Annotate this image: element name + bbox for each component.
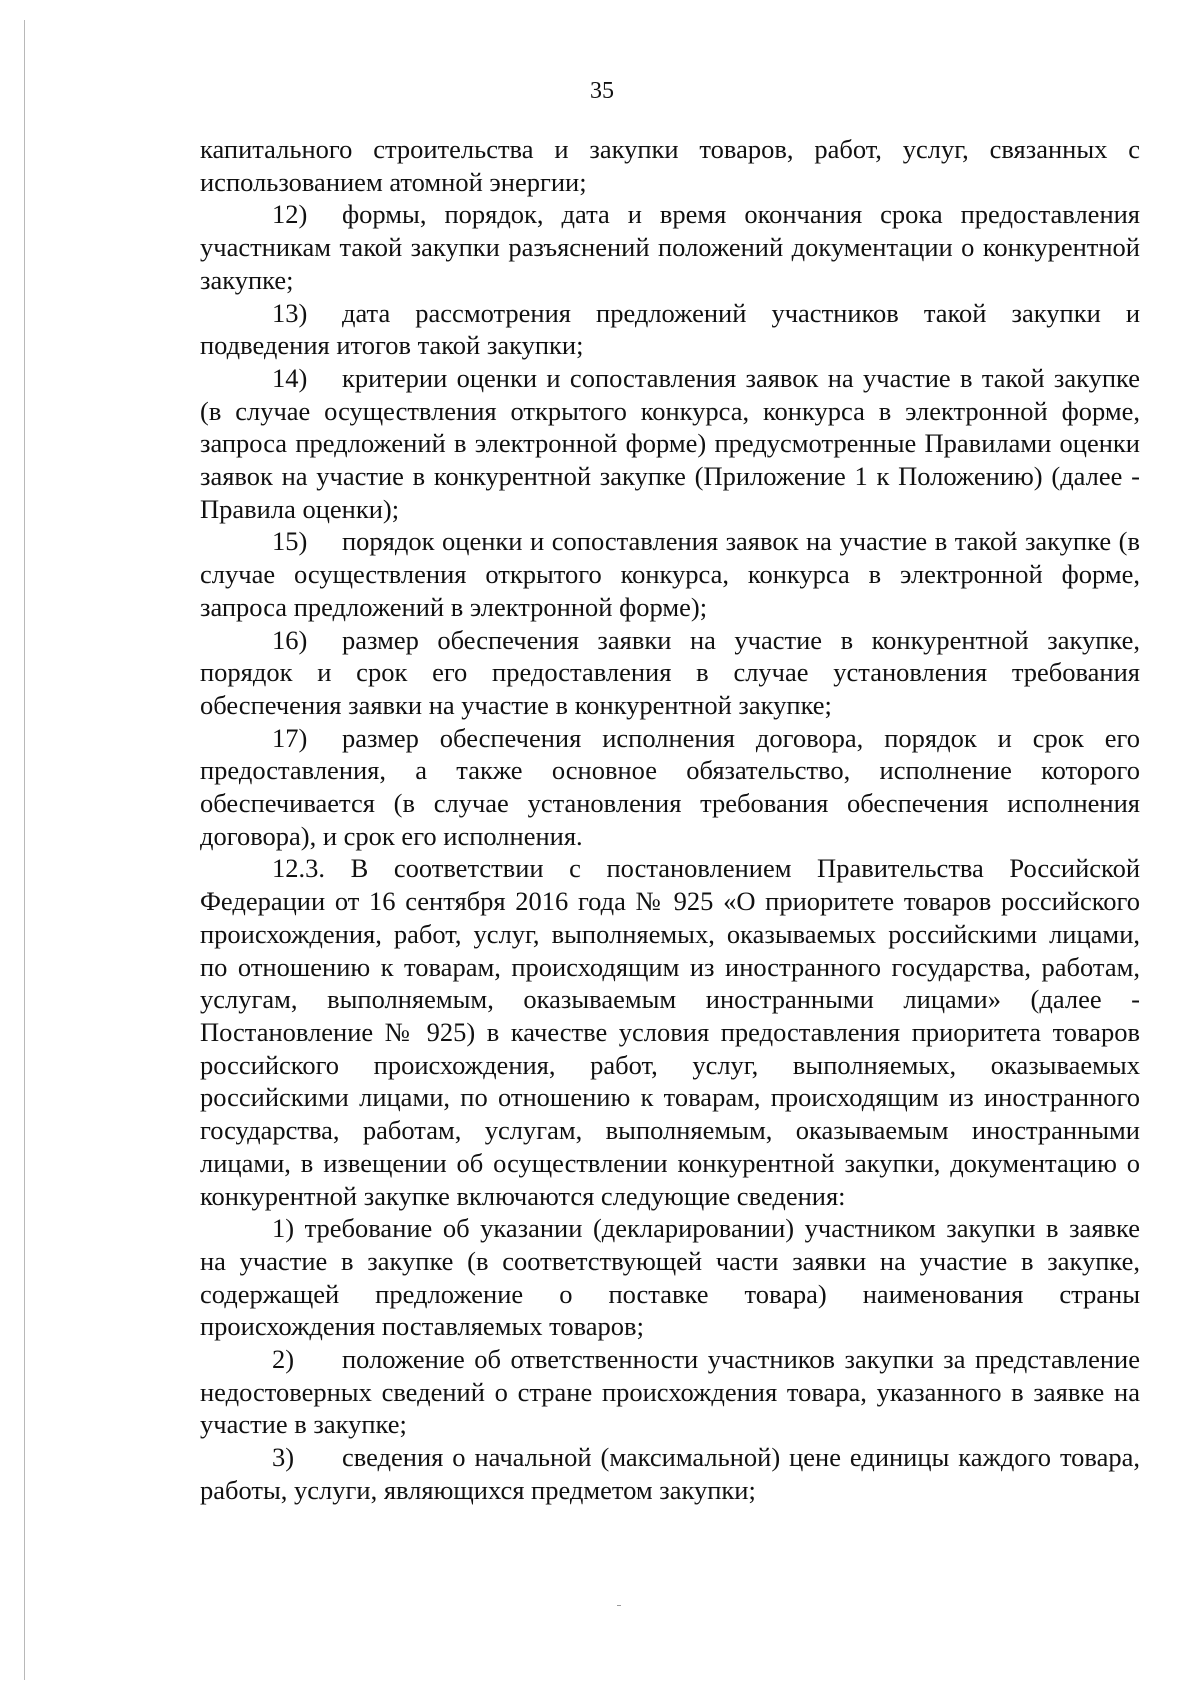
- paragraph-text: капитального строительства и закупки товаров, работ, услуг, связанных с использованием атомной энергии;: [200, 134, 1140, 197]
- list-item-number: 15): [272, 526, 308, 557]
- sublist-item-3: [200, 1441, 1140, 1506]
- paragraph-text: 1) требование об указании (декларировании) участником закупки в заявке на участие в закупке (в соответствующей части заявки на участие в закупке, содержащей предложение о поставке товара) наименования страны происхождения поставляемых товаров;: [200, 1213, 1140, 1342]
- list-item-number: 2): [272, 1344, 295, 1375]
- list-item-number: 3): [272, 1442, 295, 1473]
- scan-artifact-dot: [617, 1605, 621, 1606]
- paragraph-text: размер обеспечения заявки на участие в конкурентной закупке, порядок и срок его предоставления в случае установления требования обеспечения заявки на участие в конкурентной закупке;: [200, 624, 1140, 720]
- list-item-15: [200, 525, 1140, 623]
- list-item-number: 12): [272, 199, 308, 230]
- list-item-12: [200, 198, 1140, 296]
- paragraph-text: 12.3. В соответствии с постановлением Правительства Российской Федерации от 16 сентября 2016 года № 925 «О приоритете товаров российского происхождения, работ, услуг, выполняемых, оказываемых российскими лицами, по отношению к товарам, происходящим из иностранного государства, работам, услугам, выполняемым, оказываемым иностранными лицами» (далее - Постановление № 925) в качестве условия предоставления приоритета товаров российского происхождения, работ, услуг, выполняемых, оказываемых российскими лицами, по отношению к товарам, происходящим из иностранного государства, работам, услугам, выполняемым, оказываемым иностранными лицами, в извещении об осуществлении конкурентной закупки, документацию о конкурентной закупке включаются следующие сведения:: [200, 853, 1140, 1211]
- paragraph-text: критерии оценки и сопоставления заявок на участие в такой закупке (в случае осуществления открытого конкурса, конкурса в электронной форме, запроса предложений в электронной форме) предусмотренные Правилами оценки заявок на участие в конкурентной закупке (Приложение 1 к Положению) (далее - Правила оценки);: [200, 362, 1140, 524]
- sublist-item-1: [200, 1212, 1140, 1343]
- list-item-number: 13): [272, 297, 308, 328]
- scan-edge-line: [24, 20, 25, 1680]
- sublist-item-2: [200, 1343, 1140, 1441]
- list-item-17: [200, 722, 1140, 853]
- paragraph-text: положение об ответственности участников закупки за представление недостоверных сведений о стране происхождения товара, указанного в заявке на участие в закупке;: [200, 1344, 1140, 1440]
- paragraph-continuation: [200, 133, 1140, 198]
- paragraph-text: сведения о начальной (максимальной) цене единицы каждого товара, работы, услуги, являющихся предметом закупки;: [200, 1442, 1140, 1505]
- list-item-13: [200, 297, 1140, 362]
- page-number: 35: [590, 78, 614, 104]
- paragraph-text: порядок оценки и сопоставления заявок на участие в такой закупке (в случае осуществления открытого конкурса, конкурса в электронной форме, запроса предложений в электронной форме);: [200, 526, 1140, 622]
- list-item-number: 16): [272, 624, 308, 655]
- list-item-number: 14): [272, 362, 308, 393]
- list-item-number: 17): [272, 722, 308, 753]
- paragraph-text: размер обеспечения исполнения договора, порядок и срок его предоставления, а также основное обязательство, исполнение которого обеспечивается (в случае установления требования обеспечения исполнения договора), и срок его исполнения.: [200, 722, 1140, 851]
- paragraph-text: дата рассмотрения предложений участников такой закупки и подведения итогов такой закупки;: [200, 297, 1140, 361]
- paragraph-text: формы, порядок, дата и время окончания срока предоставления участникам такой закупки разъяснений положений документации о конкурентной закупке;: [200, 199, 1140, 295]
- list-item-14: [200, 362, 1140, 526]
- document-body: [200, 133, 1140, 1507]
- list-item-16: [200, 624, 1140, 722]
- section-12-3: [200, 852, 1140, 1212]
